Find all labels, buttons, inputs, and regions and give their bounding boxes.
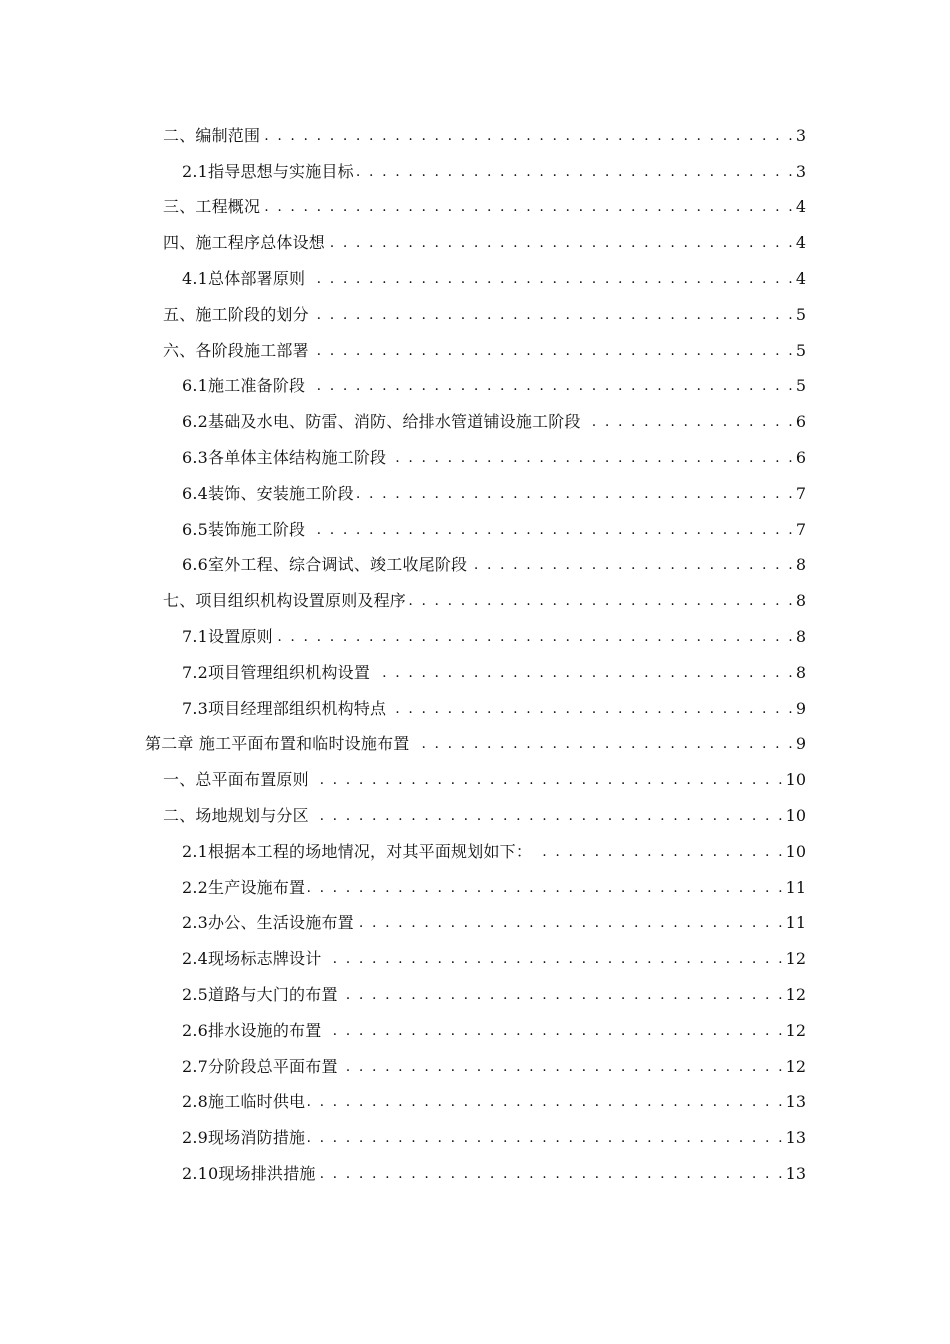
toc-entry-title: 6.3各单体主体结构施工阶段 (182, 448, 387, 468)
toc-entry-title: 一、总平面布置原则 (163, 770, 309, 790)
toc-dot-leader (308, 1128, 784, 1148)
toc-dot-leader (308, 520, 795, 540)
toc-entry[interactable] (0, 798, 950, 834)
toc-entry-page-number: 8 (795, 662, 806, 682)
toc-entry-page-number: 13 (785, 1092, 806, 1112)
toc-entry-page-number: 4 (795, 269, 806, 289)
toc-entry[interactable] (0, 154, 950, 190)
toc-entry[interactable] (0, 476, 950, 512)
toc-entry[interactable] (0, 762, 950, 798)
toc-entry[interactable] (0, 297, 950, 333)
toc-dot-leader (357, 913, 785, 933)
toc-entry-title: 6.5装饰施工阶段 (182, 519, 306, 539)
toc-entry-title: 2.6排水设施的布置 (182, 1020, 322, 1040)
toc-entry-page-number: 9 (795, 734, 806, 754)
toc-entry-page-number: 13 (785, 1128, 806, 1148)
toc-entry-title: 7.3项目经理部组织机构特点 (182, 698, 387, 718)
toc-entry-page-number: 8 (795, 591, 806, 611)
toc-entry[interactable] (0, 1049, 950, 1085)
toc-entry-title: 2.9现场消防措施 (182, 1128, 306, 1148)
toc-entry-title: 2.4现场标志牌设计 (182, 949, 322, 969)
toc-entry-page-number: 10 (785, 806, 806, 826)
toc-dot-leader (341, 985, 785, 1005)
toc-entry-title: 6.6室外工程、综合调试、竣工收尾阶段 (182, 555, 468, 575)
toc-entry-page-number: 9 (795, 698, 806, 718)
toc-entry[interactable] (0, 1156, 950, 1192)
toc-entry[interactable] (0, 834, 950, 870)
toc-entry-title: 6.1施工准备阶段 (182, 376, 306, 396)
toc-entry-page-number: 12 (785, 1020, 806, 1040)
toc-entry-title: 6.2基础及水电、防雷、消防、给排水管道铺设施工阶段 (182, 412, 581, 432)
toc-dot-leader (413, 734, 795, 754)
toc-entry-page-number: 6 (795, 448, 806, 468)
toc-entry-title: 2.8施工临时供电 (182, 1092, 306, 1112)
toc-dot-leader (308, 269, 795, 289)
toc-dot-leader (312, 770, 785, 790)
toc-entry[interactable] (0, 369, 950, 405)
toc-entry-page-number: 6 (795, 412, 806, 432)
toc-entry-title: 二、场地规划与分区 (163, 806, 309, 826)
toc-entry-title: 7.1设置原则 (182, 627, 273, 647)
toc-dot-leader (312, 341, 795, 361)
toc-entry-page-number: 13 (785, 1164, 806, 1183)
toc-entry-page-number: 5 (795, 340, 806, 360)
toc-entry-page-number: 5 (795, 376, 806, 396)
toc-dot-leader (584, 412, 795, 432)
toc-entry[interactable] (0, 583, 950, 619)
toc-entry-title: 2.1根据本工程的场地情况，对其平面规划如下： (182, 841, 533, 861)
toc-entry[interactable] (0, 870, 950, 906)
toc-entry[interactable] (0, 118, 950, 154)
toc-dot-leader (308, 1092, 784, 1112)
toc-entry[interactable] (0, 1120, 950, 1156)
toc-dot-leader (373, 663, 795, 683)
toc-entry-title: 二、编制范围 (163, 125, 261, 145)
toc-entry-title: 2.7分阶段总平面布置 (182, 1056, 338, 1076)
table-of-contents (0, 118, 950, 1192)
toc-entry-page-number: 12 (785, 949, 806, 969)
toc-entry-title: 三、工程概况 (163, 197, 261, 217)
toc-entry-title: 6.4装饰、安装施工阶段 (182, 483, 354, 503)
toc-entry[interactable] (0, 190, 950, 226)
toc-entry-title: 第二章 施工平面布置和临时设施布置 (145, 734, 410, 754)
toc-entry-page-number: 8 (795, 627, 806, 647)
toc-entry[interactable] (0, 1013, 950, 1049)
toc-entry-page-number: 10 (785, 841, 806, 861)
toc-entry-title: 2.3办公、生活设施布置 (182, 913, 354, 933)
toc-entry[interactable] (0, 1085, 950, 1121)
toc-dot-leader (308, 878, 784, 898)
toc-entry[interactable] (0, 440, 950, 476)
toc-dot-leader (535, 842, 785, 862)
toc-entry-page-number: 4 (795, 197, 806, 217)
toc-entry[interactable] (0, 906, 950, 942)
toc-dot-leader (389, 699, 795, 719)
toc-entry[interactable] (0, 727, 950, 763)
toc-entry[interactable] (0, 225, 950, 261)
toc-entry-page-number: 3 (795, 125, 806, 145)
toc-entry-page-number: 3 (795, 161, 806, 181)
toc-entry-title: 六、各阶段施工部署 (163, 340, 309, 360)
toc-entry[interactable] (0, 512, 950, 548)
toc-entry-page-number: 12 (785, 1056, 806, 1076)
toc-entry-title: 2.2生产设施布置 (182, 877, 306, 897)
toc-dot-leader (357, 162, 795, 182)
toc-dot-leader (319, 1164, 785, 1184)
toc-dot-leader (470, 555, 795, 575)
toc-dot-leader (312, 305, 795, 325)
toc-dot-leader (308, 376, 795, 396)
toc-entry-title: 2.5道路与大门的布置 (182, 985, 338, 1005)
toc-entry-title: 4.1总体部署原则 (182, 269, 306, 289)
toc-entry-title: 四、施工程序总体设想 (163, 233, 326, 253)
toc-entry-page-number: 5 (795, 304, 806, 324)
toc-entry-title: 七、项目组织机构设置原则及程序 (163, 591, 407, 611)
toc-entry-page-number: 10 (785, 770, 806, 790)
toc-dot-leader (312, 806, 785, 826)
toc-dot-leader (357, 484, 795, 504)
toc-entry-title: 7.2项目管理组织机构设置 (182, 662, 371, 682)
toc-entry-page-number: 4 (795, 233, 806, 253)
toc-entry-page-number: 11 (785, 877, 806, 897)
toc-entry-title: 2.1指导思想与实施目标 (182, 161, 354, 181)
toc-entry[interactable] (0, 655, 950, 691)
toc-entry[interactable] (0, 691, 950, 727)
toc-entry[interactable] (0, 941, 950, 977)
toc-entry-title: 五、施工阶段的划分 (163, 304, 309, 324)
toc-entry[interactable] (0, 404, 950, 440)
toc-dot-leader (263, 126, 795, 146)
toc-entry-page-number: 11 (785, 913, 806, 933)
toc-dot-leader (263, 197, 795, 217)
toc-entry-page-number: 8 (795, 555, 806, 575)
toc-dot-leader (389, 448, 795, 468)
toc-dot-leader (324, 1021, 784, 1041)
toc-dot-leader (324, 949, 784, 969)
toc-entry-page-number: 12 (785, 985, 806, 1005)
toc-entry-page-number: 7 (795, 519, 806, 539)
toc-entry-page-number: 7 (795, 483, 806, 503)
toc-dot-leader (341, 1057, 785, 1077)
toc-entry[interactable] (0, 548, 950, 584)
toc-entry[interactable] (0, 333, 950, 369)
toc-dot-leader (276, 627, 795, 647)
toc-entry[interactable] (0, 977, 950, 1013)
toc-dot-leader (328, 233, 795, 253)
toc-entry[interactable] (0, 261, 950, 297)
toc-entry[interactable] (0, 619, 950, 655)
toc-dot-leader (409, 591, 795, 611)
toc-entry-title: 2.10现场排洪措施 (182, 1164, 316, 1183)
